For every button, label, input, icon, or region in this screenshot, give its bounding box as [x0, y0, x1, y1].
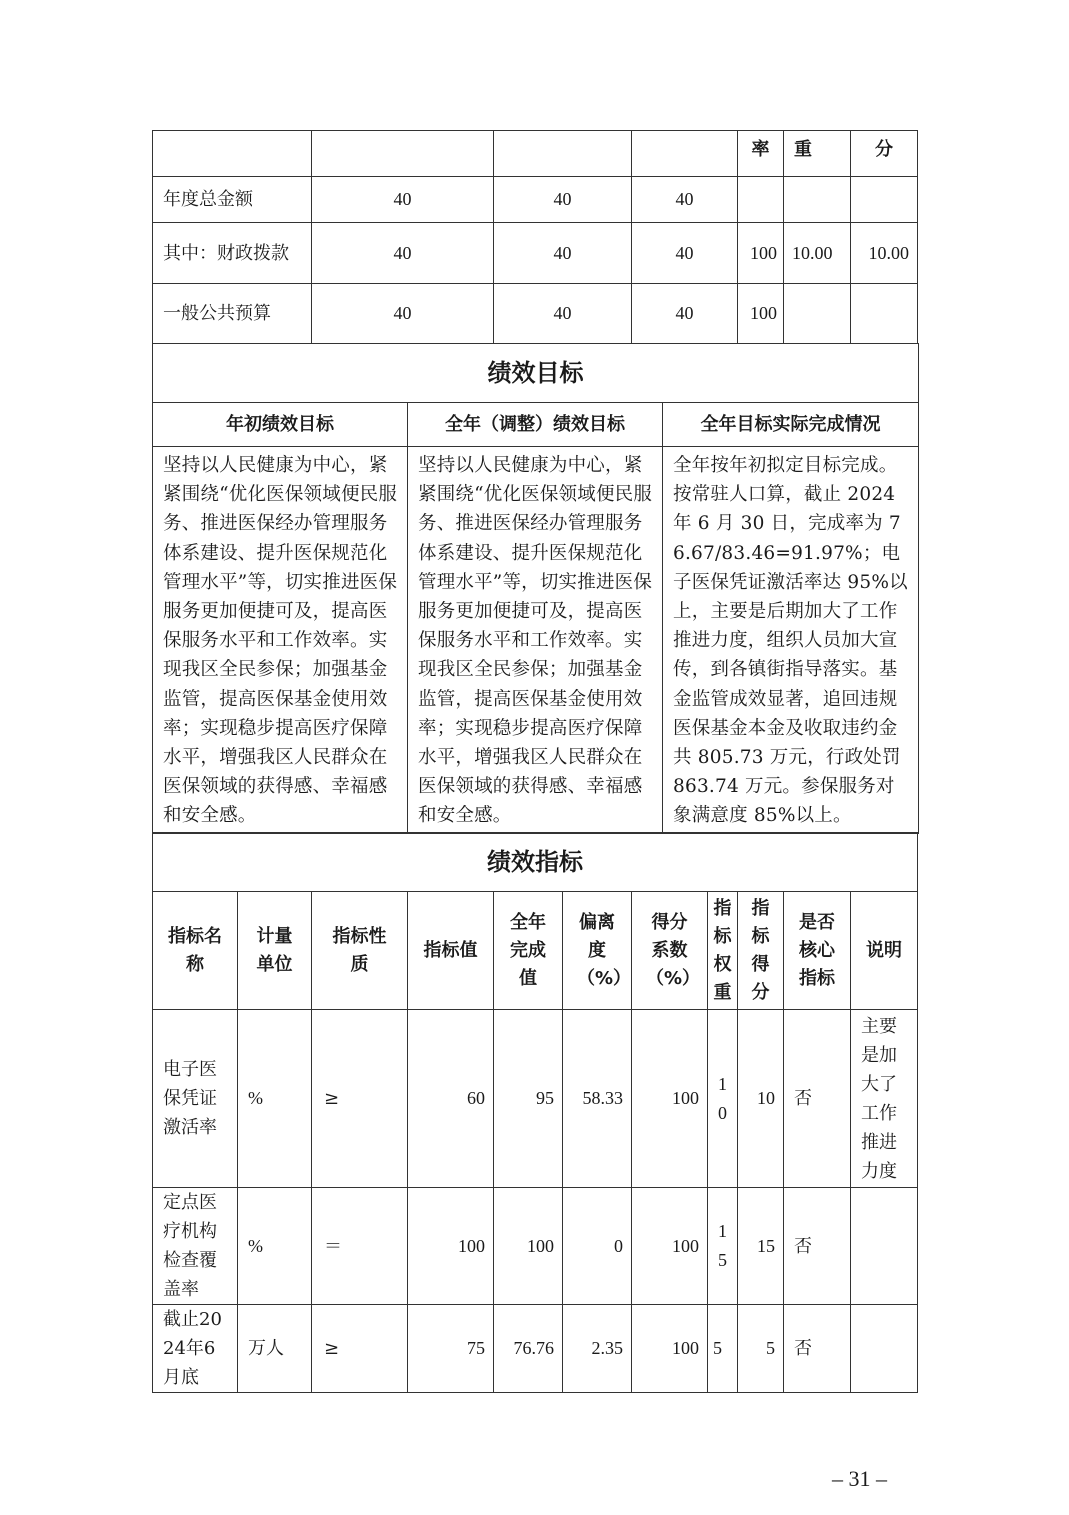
indicator-coef: 100: [632, 1188, 708, 1305]
cell-score: [851, 177, 918, 223]
indicator-actual: 76.76: [494, 1305, 563, 1393]
indicator-target: 60: [408, 1010, 494, 1188]
indicator-core: 否: [784, 1305, 851, 1393]
indicator-row: [153, 1188, 918, 1305]
indicator-score: 10: [738, 1010, 784, 1188]
cell-value: 40: [312, 284, 494, 344]
row-label: 一般公共预算: [153, 284, 312, 344]
indicator-deviation: 58.33: [563, 1010, 632, 1188]
row-label: 年度总金额: [153, 177, 312, 223]
indicator-nature: ＝: [312, 1188, 408, 1305]
header-rate: 率: [738, 131, 784, 177]
indicator-row: [153, 1305, 918, 1393]
actual-completion-text: 全年按年初拟定目标完成。按常驻人口算，截止 2024 年 6 月 30 日，完成率为 76.67/83.46=91.97%；电子医保凭证激活率达 95%以上，主要是后期加大了工作推进力度，组织人员加大宣传，到各镇街指导落实。基金监管成效显著，追回违规医保基金本金及收取违约金共 805.73 万元，行政处罚 863.74 万元。参保服务对象满意度 85%以上。: [663, 447, 919, 834]
cell-rate: 100: [738, 284, 784, 344]
indicator-core: 否: [784, 1188, 851, 1305]
indicator-name: 定点医疗机构检查覆盖率: [153, 1188, 238, 1305]
initial-goal-text: 坚持以人民健康为中心，紧紧围绕“优化医保领域便民服务、推进医保经办管理服务体系建设、提升医保规范化管理水平”等，切实推进医保服务更加便捷可及，提高医保服务水平和工作效率。实现我区全民参保；加强基金监管，提高医保基金使用效率；实现稳步提高医疗保障水平，增强我区人民群众在医保领域的获得感、幸福感和安全感。: [153, 447, 408, 834]
indicators-table: [152, 832, 918, 1393]
goals-title-row: [153, 344, 919, 403]
goals-header-row: [153, 403, 919, 447]
indicators-title-row: [153, 833, 918, 892]
indicator-coef: 100: [632, 1305, 708, 1393]
indicator-target: 100: [408, 1188, 494, 1305]
goals-content-row: [153, 447, 919, 834]
header-target: 指标值: [408, 892, 494, 1010]
cell-value: 40: [632, 223, 738, 284]
indicator-weight: 10: [708, 1010, 738, 1188]
header-actual: 全年完成值: [494, 892, 563, 1010]
header-unit: 计量单位: [238, 892, 312, 1010]
indicator-score: 15: [738, 1188, 784, 1305]
indicators-section-title: 绩效指标: [153, 833, 918, 892]
header-note: 说明: [851, 892, 918, 1010]
indicator-name: 电子医保凭证激活率: [153, 1010, 238, 1188]
goals-section-title: 绩效目标: [153, 344, 919, 403]
goals-table: [152, 343, 919, 834]
indicator-note: [851, 1305, 918, 1393]
header-score: 分: [851, 131, 918, 177]
header-deviation: 偏离度（%）: [563, 892, 632, 1010]
indicator-name: 截止2024年6月底: [153, 1305, 238, 1393]
indicator-weight: 5: [708, 1305, 738, 1393]
header-actual-completion: 全年目标实际完成情况: [663, 403, 919, 447]
indicator-note: 主要是加大了工作推进力度: [851, 1010, 918, 1188]
cell-weight: [784, 177, 851, 223]
header-score: 指标得分: [738, 892, 784, 1010]
cell-score: 10.00: [851, 223, 918, 284]
header-coef: 得分系数（%）: [632, 892, 708, 1010]
page-number: – 31 –: [832, 1466, 887, 1491]
indicator-nature: ≥: [312, 1305, 408, 1393]
budget-row-general: [153, 284, 918, 344]
indicator-unit: %: [238, 1010, 312, 1188]
indicator-nature: ≥: [312, 1010, 408, 1188]
cell-value: 40: [312, 177, 494, 223]
header-name: 指标名称: [153, 892, 238, 1010]
cell-value: 40: [494, 284, 632, 344]
cell-weight: 10.00: [784, 223, 851, 284]
indicator-deviation: 0: [563, 1188, 632, 1305]
header-initial-goal: 年初绩效目标: [153, 403, 408, 447]
indicator-unit: %: [238, 1188, 312, 1305]
indicator-note: [851, 1188, 918, 1305]
header-weight: 指标权重: [708, 892, 738, 1010]
budget-table: [152, 130, 918, 344]
cell-value: 40: [312, 223, 494, 284]
budget-header-row: [153, 131, 918, 177]
indicator-score: 5: [738, 1305, 784, 1393]
cell-value: 40: [632, 177, 738, 223]
budget-row-total: [153, 177, 918, 223]
header-nature: 指标性质: [312, 892, 408, 1010]
header-adjusted-goal: 全年（调整）绩效目标: [408, 403, 663, 447]
cell-rate: 100: [738, 223, 784, 284]
indicator-weight: 15: [708, 1188, 738, 1305]
indicator-core: 否: [784, 1010, 851, 1188]
cell-value: 40: [494, 223, 632, 284]
indicator-row: [153, 1010, 918, 1188]
header-core: 是否核心指标: [784, 892, 851, 1010]
indicator-deviation: 2.35: [563, 1305, 632, 1393]
indicators-header-row: [153, 892, 918, 1010]
cell-rate: [738, 177, 784, 223]
cell-value: 40: [632, 284, 738, 344]
indicator-target: 75: [408, 1305, 494, 1393]
indicator-coef: 100: [632, 1010, 708, 1188]
header-weight: 重: [784, 131, 851, 177]
cell-value: 40: [494, 177, 632, 223]
indicator-actual: 100: [494, 1188, 563, 1305]
cell-score: [851, 284, 918, 344]
indicator-actual: 95: [494, 1010, 563, 1188]
row-label: 其中：财政拨款: [153, 223, 312, 284]
budget-row-fiscal: [153, 223, 918, 284]
indicator-unit: 万人: [238, 1305, 312, 1393]
adjusted-goal-text: 坚持以人民健康为中心，紧紧围绕“优化医保领域便民服务、推进医保经办管理服务体系建设、提升医保规范化管理水平”等，切实推进医保服务更加便捷可及，提高医保服务水平和工作效率。实现我区全民参保；加强基金监管，提高医保基金使用效率；实现稳步提高医疗保障水平，增强我区人民群众在医保领域的获得感、幸福感和安全感。: [408, 447, 663, 834]
cell-weight: [784, 284, 851, 344]
